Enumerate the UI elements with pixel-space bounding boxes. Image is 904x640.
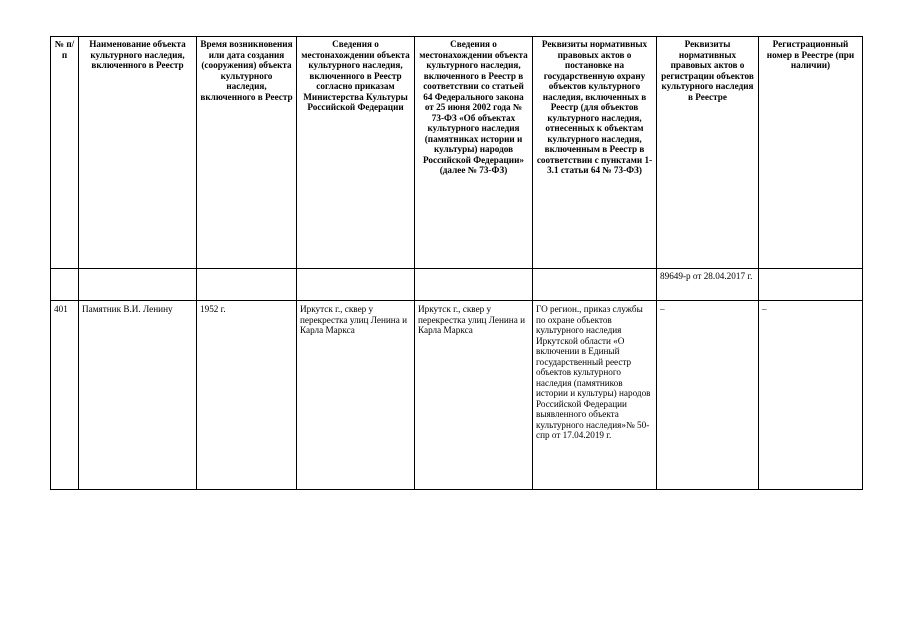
object-name: Памятник В.И. Ленину (79, 301, 197, 490)
table-cell (759, 269, 863, 301)
table-cell (79, 269, 197, 301)
table-cell (533, 269, 657, 301)
table-cell (197, 269, 297, 301)
table-cell: 89649-р от 28.04.2017 г. (657, 269, 759, 301)
table-cell (51, 269, 79, 301)
header-protection-acts: Реквизиты нормативных правовых актов о постановке на государственную охрану объектов культурного наследия, включенных в Реестр (для объектов культурного наследия, отнесенных к объектам культурного наследия, включенным в Реестр в соответствии с пунктами 1-3.1 статьи 64 № 73-ФЗ) (533, 37, 657, 269)
header-number: № п/п (51, 37, 79, 269)
table-header-row (51, 37, 863, 269)
registration-acts: – (657, 301, 759, 490)
location-law: Иркутск г., сквер у перекрестка улиц Ленина и Карла Маркса (415, 301, 533, 490)
heritage-registry-table (50, 36, 863, 490)
header-object-name: Наименование объекта культурного наследия, включенного в Реестр (79, 37, 197, 269)
header-registration-number: Регистрационный номер в Реестре (при наличии) (759, 37, 863, 269)
location-ministry: Иркутск г., сквер у перекрестка улиц Ленина и Карла Маркса (297, 301, 415, 490)
registration-number: – (759, 301, 863, 490)
row-number: 401 (51, 301, 79, 490)
table-cell (415, 269, 533, 301)
table-cell (297, 269, 415, 301)
creation-date: 1952 г. (197, 301, 297, 490)
protection-acts: ГО регион., приказ службы по охране объектов культурного наследия Иркутской области «О включении в Единый государственный реестр объектов культурного наследия (памятников истории и культуры) народов Российской Федерации выявленного объекта культурного наследия»№ 50-спр от 17.04.2019 г. (533, 301, 657, 490)
table-row (51, 301, 863, 490)
header-creation-date: Время возникновения или дата создания (сооружения) объекта культурного наследия, включенного в Реестр (197, 37, 297, 269)
header-registration-acts: Реквизиты нормативных правовых актов о регистрации объектов культурного наследия в Реестре (657, 37, 759, 269)
table-row (51, 269, 863, 301)
header-location-ministry: Сведения о местонахождении объекта культурного наследия, включенного в Реестр согласно приказам Министерства Культуры Российской Федерации (297, 37, 415, 269)
header-location-law: Сведения о местонахождении объекта культурного наследия, включенного в Реестр в соответствии со статьей 64 Федерального закона от 25 июня 2002 года № 73-ФЗ «Об объектах культурного наследия (памятниках истории и культуры) народов Российской Федерации» (далее № 73-ФЗ) (415, 37, 533, 269)
